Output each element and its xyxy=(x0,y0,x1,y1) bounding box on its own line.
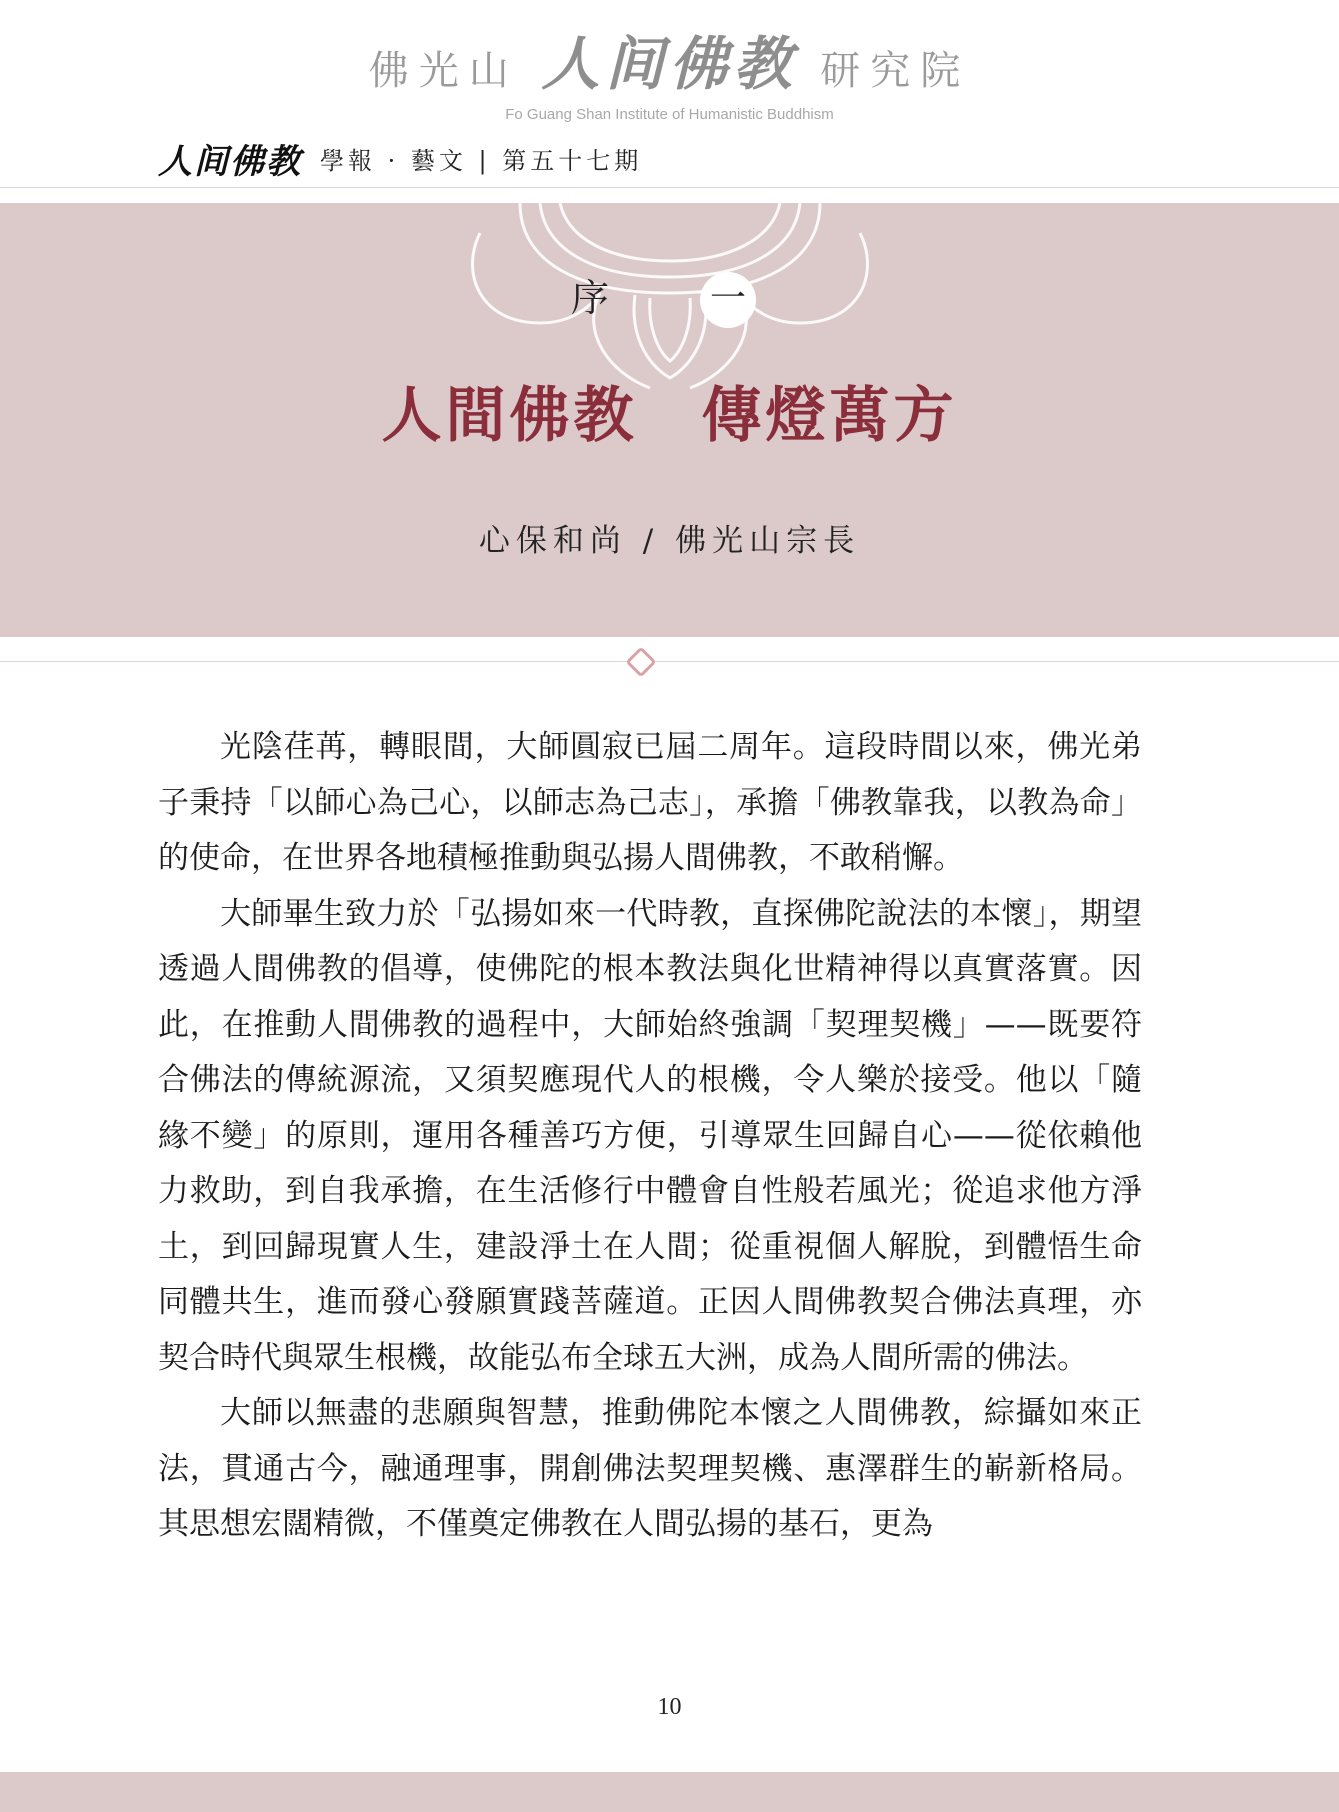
diamond-ornament-icon xyxy=(625,646,656,677)
preface-label: 序 xyxy=(570,276,609,320)
journal-header xyxy=(158,138,643,182)
institute-brand-logo: 人间佛教 xyxy=(541,30,798,98)
page-number: 10 xyxy=(657,1694,682,1720)
title-banner xyxy=(0,203,1339,637)
paragraph: 大師畢生致力於「弘揚如來一代時教，直探佛陀說法的本懷」，期望透過人間佛教的倡導，使佛陀的根本教法與化世精神得以真實落實。因此，在推動人間佛教的過程中，大師始終強調「契理契機」——既要符合佛法的傳統源流，又須契應現代人的根機，令人樂於接受。他以「隨緣不變」的原則，運用各種善巧方便，引導眾生回歸自心——從依賴他力救助，到自我承擔，在生活修行中體會自性般若風光；從追求他方淨土，到回歸現實人生，建設淨土在人間；從重視個人解脫，到體悟生命同體共生，進而發心發願實踐菩薩道。正因人間佛教契合佛法真理，亦契合時代與眾生根機，故能弘布全球五大洲，成為人間所需的佛法。 xyxy=(158,895,1142,1376)
header-divider xyxy=(0,187,1339,188)
section-divider xyxy=(0,661,1339,662)
institute-title xyxy=(0,30,1339,101)
journal-brand-logo: 人间佛教 xyxy=(158,141,302,182)
institute-prefix: 佛光山 xyxy=(368,48,519,94)
paragraph: 光陰荏苒，轉眼間，大師圓寂已屆二周年。這段時間以來，佛光弟子秉持「以師心為己心，以師志為己志」，承擔「佛教靠我，以教為命」的使命，在世界各地積極推動與弘揚人間佛教，不敢稍懈。 xyxy=(158,729,1142,876)
footer-band xyxy=(0,1772,1339,1812)
article-author: 心保和尚 / 佛光山宗長 xyxy=(478,523,861,559)
institute-english-name: Fo Guang Shan Institute of Humanistic Buddhism xyxy=(505,106,834,123)
journal-issue-info: 學報 · 藝文 | 第五十七期 xyxy=(320,146,643,175)
preface-number-badge: 一 xyxy=(700,272,756,328)
institute-suffix: 研究院 xyxy=(820,48,971,94)
paragraph: 大師以無盡的悲願與智慧，推動佛陀本懷之人間佛教，綜攝如來正法，貫通古今，融通理事，開創佛法契理契機、惠澤群生的嶄新格局。其思想宏闊精微，不僅奠定佛教在人間弘揚的基石，更為 xyxy=(158,1395,1142,1542)
article-body xyxy=(158,720,1142,1553)
lotus-ornament-icon xyxy=(460,203,880,393)
article-title: 人間佛教 傳燈萬方 xyxy=(381,381,958,451)
